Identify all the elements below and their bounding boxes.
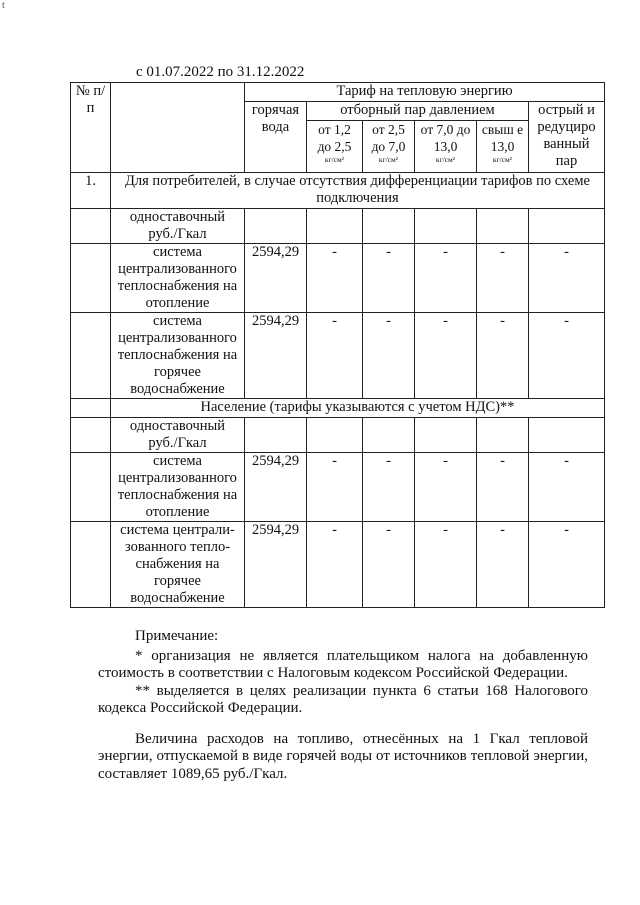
row-dash: -: [415, 244, 477, 313]
steam-col-label: от 7,0 до 13,0: [420, 122, 471, 154]
row-dash: -: [415, 522, 477, 608]
section-title: Для потребителей, в случае отсутствия дифференциации тарифов по схеме подключения: [111, 173, 605, 209]
tariff-period: с 01.07.2022 по 31.12.2022: [136, 64, 305, 80]
row-dash: -: [415, 313, 477, 399]
row-dash: -: [529, 522, 605, 608]
row-num: [71, 522, 111, 608]
row-dash: [415, 418, 477, 453]
row-dash: -: [477, 522, 529, 608]
row-num: [71, 209, 111, 244]
row-dash: -: [529, 313, 605, 399]
row-value: 2594,29: [245, 453, 307, 522]
row-value: 2594,29: [245, 313, 307, 399]
steam-col-label: от 1,2 до 2,5: [317, 122, 352, 154]
header-steam-col: [415, 121, 477, 173]
header-steam-col: [307, 121, 363, 173]
header-hot-water: горячая вода: [245, 102, 307, 173]
header-tariff-title: Тариф на тепловую энергию: [245, 83, 605, 102]
steam-col-label: от 2,5 до 7,0: [371, 122, 406, 154]
row-value: [245, 209, 307, 244]
row-dash: [529, 209, 605, 244]
row-dash: [415, 209, 477, 244]
steam-col-unit: кг/см²: [324, 155, 345, 164]
header-steam-col: [363, 121, 415, 173]
row-dash: -: [363, 244, 415, 313]
steam-col-unit: кг/см²: [378, 155, 399, 164]
section-title: Население (тарифы указываются с учетом НДС)**: [111, 399, 605, 418]
note-vat-included: ** выделяется в целях реализации пункта 6 статьи 168 Налогового кодекса Российской Федерации.: [98, 682, 588, 716]
row-label: одноставочный руб./Гкал: [111, 418, 245, 453]
row-dash: [529, 418, 605, 453]
row-value: 2594,29: [245, 522, 307, 608]
section-num: [71, 399, 111, 418]
row-dash: -: [477, 453, 529, 522]
tariff-table: [70, 82, 605, 608]
header-blank: [111, 83, 245, 173]
note-vat-exempt: * организация не является плательщиком налога на добавленную стоимость в соответствии с Налоговым кодексом Российской Федерации.: [98, 647, 588, 681]
steam-col-label: свыш е 13,0: [481, 122, 524, 154]
header-steam-title: отборный пар давлением: [307, 102, 529, 121]
row-dash: -: [529, 244, 605, 313]
row-dash: -: [529, 453, 605, 522]
row-label: одноставочный руб./Гкал: [111, 209, 245, 244]
row-num: [71, 244, 111, 313]
row-dash: [363, 418, 415, 453]
section-num: 1.: [71, 173, 111, 209]
row-dash: -: [307, 313, 363, 399]
notes-title: Примечание:: [135, 628, 219, 644]
header-steam-col: [477, 121, 529, 173]
row-dash: [477, 418, 529, 453]
row-label: система централизованного теплоснабжения на отопление: [111, 453, 245, 522]
row-dash: -: [477, 244, 529, 313]
row-dash: -: [477, 313, 529, 399]
header-sharp-steam: острый и редуциро ванный пар: [529, 102, 605, 173]
row-dash: -: [363, 313, 415, 399]
row-num: [71, 453, 111, 522]
row-dash: [363, 209, 415, 244]
row-label: система централизованного теплоснабжения на отопление: [111, 244, 245, 313]
row-dash: -: [363, 453, 415, 522]
row-dash: -: [307, 522, 363, 608]
steam-col-unit: кг/см²: [492, 155, 513, 164]
row-dash: -: [415, 453, 477, 522]
row-num: [71, 313, 111, 399]
row-num: [71, 418, 111, 453]
note-fuel-cost: Величина расходов на топливо, отнесённых на 1 Гкал тепловой энергии, отпускаемой в виде горячей воды от источников тепловой энергии, составляет 1089,65 руб./Гкал.: [98, 730, 588, 782]
row-dash: [477, 209, 529, 244]
row-dash: -: [363, 522, 415, 608]
row-label: система централи-зованного тепло-снабжения на горячее водоснабжение: [111, 522, 245, 608]
row-dash: [307, 209, 363, 244]
row-value: 2594,29: [245, 244, 307, 313]
row-label: система централизованного теплоснабжения на горячее водоснабжение: [111, 313, 245, 399]
steam-col-unit: кг/см²: [435, 155, 456, 164]
row-dash: [307, 418, 363, 453]
row-dash: -: [307, 453, 363, 522]
header-num: № п/п: [71, 83, 111, 173]
notes-block: [98, 628, 588, 783]
row-value: [245, 418, 307, 453]
row-dash: -: [307, 244, 363, 313]
corner-mark: t: [2, 0, 5, 11]
